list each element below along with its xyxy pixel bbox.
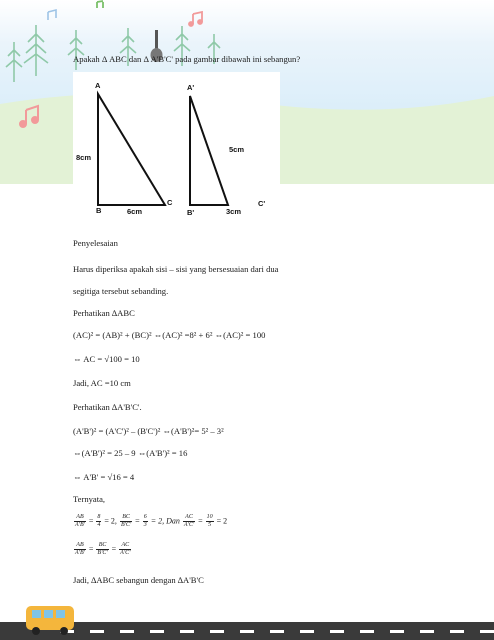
proportion-equation: $\frac{AB}{A'B'}$ = $\frac{BC}{B'C'}$ = $\frac{AC}{A'C'}$ [75,542,131,556]
fraction-ab: $\frac{AB}{A'B'}$ [75,514,85,528]
music-note-icon [97,1,103,8]
solution-heading: Penyelesaian [73,238,118,248]
road-markings [60,630,494,633]
fraction-ac-prop: $\frac{AC}{A'C'}$ [120,542,131,556]
label-side-ac-prime: 5cm [229,145,245,154]
label-side-ab: 8cm [76,153,92,162]
label-c: C [167,198,173,207]
label-side-bc: 6cm [127,207,143,216]
fraction-6-3: $\frac{6}{3}$ [143,514,147,528]
equation-1: (AC)² = (AB)² + (BC)² ⇔(AC)² =8² + 6² ⇔(AC)² = 100 [73,330,266,340]
solution-intro-2: segitiga tersebut sebanding. [73,286,169,296]
equation-4: ⇔(A'B')² = 25 – 9 ⇔(A'B')² = 16 [73,448,188,458]
label-a: A [95,81,101,90]
label-a-prime: A' [187,83,195,92]
triangle-figure [73,72,280,220]
triangle-abc-prime [190,96,228,205]
fraction-10-5: $\frac{10}{5}$ [206,514,213,528]
label-b: B [96,206,102,215]
equation-3: (A'B')² = (A'C')² – (B'C')² ⇔(A'B')²= 5² – 3² [73,426,224,436]
question-text: Apakah Δ ABC dan Δ A'B'C' pada gambar dibawah ini sebangun? [73,54,301,64]
triangle-diagram [73,72,280,220]
ternyata-text: Ternyata, [73,494,106,504]
fraction-bc: $\frac{BC}{B'C'}$ [120,514,132,528]
equation-5: ⇔ A'B' = √16 = 4 [73,472,135,482]
fraction-bc-prop: $\frac{BC}{B'C'}$ [97,542,108,556]
fraction-ab-prop: $\frac{AB}{A'B'}$ [75,542,85,556]
ratio-equation: $\frac{AB}{A'B'}$ = $\frac{8}{4}$ = 2, $\frac{BC}{B'C'}$ = $\frac{6}{3}$ = 2, Dan $\frac{AC}{A'C'}$ = $\frac{10}{5}$ = 2 [75,514,228,528]
solution-intro-1: Harus diperiksa apakah sisi – sisi yang bersesuaian dari dua [73,264,279,274]
check-abc: Perhatikan ∆ABC [73,308,135,318]
equation-2: ⇔ AC = √100 = 10 [73,354,140,364]
conclusion-text: Jadi, ∆ABC sebangun dengan ∆A'B'C [73,575,204,585]
label-b-prime: B' [187,208,195,217]
triangle-abc [98,94,165,205]
result-ac: Jadi, AC =10 cm [73,378,131,388]
label-c-prime: C' [258,199,266,208]
label-side-bc-prime: 3cm [226,207,242,216]
music-note-icon [20,106,38,127]
music-note-icon [48,10,56,20]
music-note-icon [189,12,202,26]
footer-decoration [0,596,494,640]
check-abc-prime: Perhatikan ∆A'B'C'. [73,402,142,412]
fraction-8-4: $\frac{8}{4}$ [97,514,101,528]
fraction-ac: $\frac{AC}{A'C'}$ [183,514,195,528]
